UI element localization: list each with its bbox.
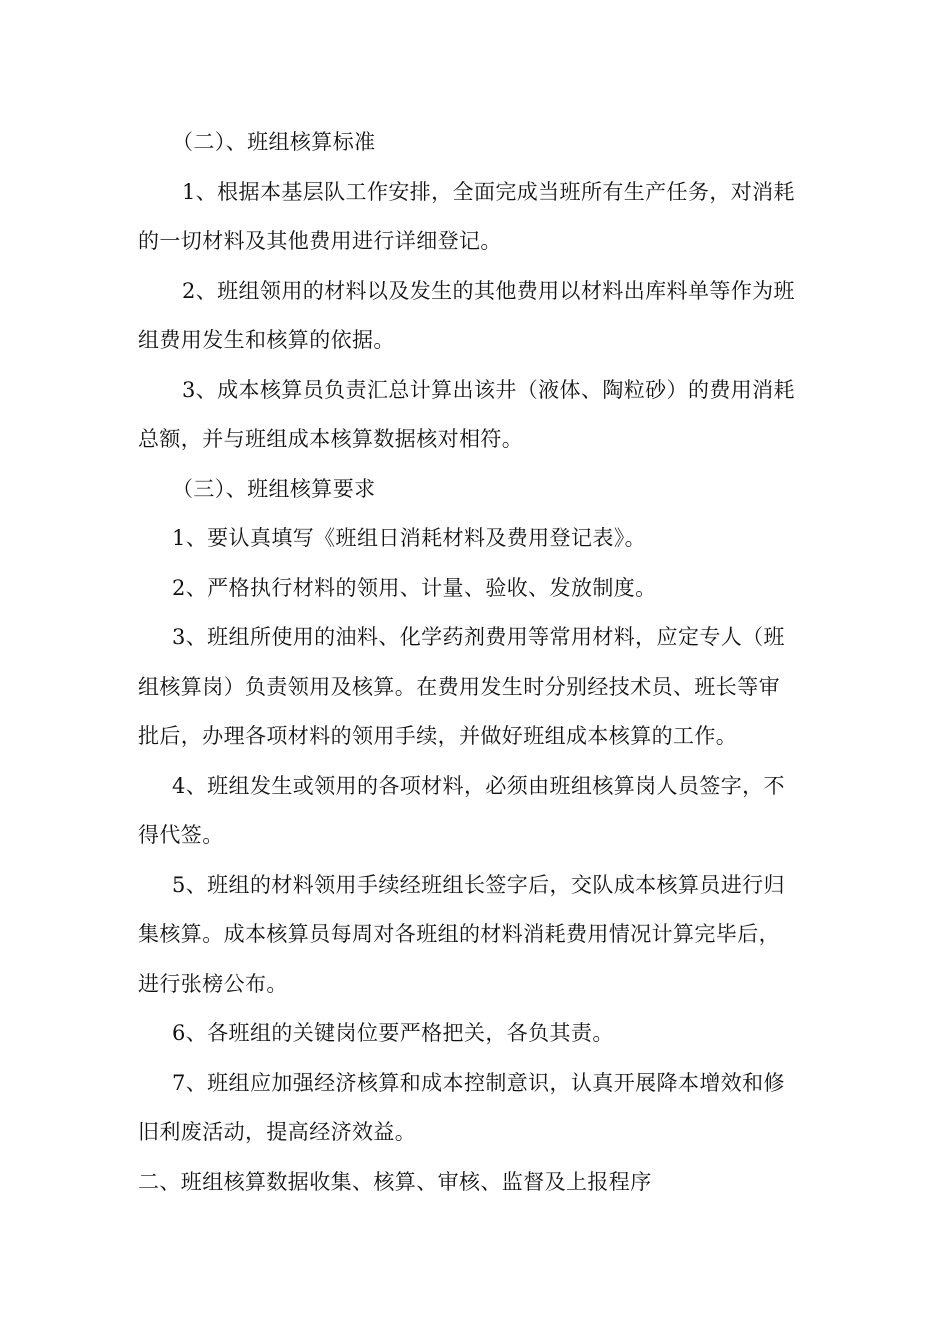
document-body: [138, 118, 828, 1207]
standard-item-3-line-2: 总额，并与班组成本核算数据核对相符。: [138, 427, 524, 451]
requirement-item-3-line-2: 组核算岗）负责领用及核算。在费用发生时分别经技术员、班长等审: [138, 674, 780, 699]
requirement-item-6: 6、各班组的关键岗位要严格把关，各负其责。: [172, 1021, 614, 1045]
section-heading-standards: （二）、班组核算标准: [172, 130, 376, 154]
requirement-item-3-line-1: 3、班组所使用的油料、化学药剂费用等常用材料，应定专人（班: [172, 625, 785, 649]
requirement-item-1: 1、要认真填写《班组日消耗材料及费用登记表》。: [172, 526, 647, 550]
requirement-item-5-line-3: 进行张榜公布。: [138, 971, 288, 996]
requirement-item-2: 2、严格执行材料的领用、计量、验收、发放制度。: [172, 575, 657, 600]
requirement-item-3-line-3: 批后，办理各项材料的领用手续，并做好班组成本核算的工作。: [138, 724, 738, 748]
requirement-item-7-line-1: 7、班组应加强经济核算和成本控制意识，认真开展降本增效和修: [172, 1070, 785, 1095]
part-heading-procedure: 二、班组核算数据收集、核算、审核、监督及上报程序: [138, 1169, 652, 1194]
requirement-item-4-line-2: 得代签。: [138, 823, 224, 847]
section-heading-requirements: （三）、班组核算要求: [172, 476, 376, 501]
standard-item-2-line-2: 组费用发生和核算的依据。: [138, 328, 395, 352]
requirement-item-5-line-2: 集核算。成本核算员每周对各班组的材料消耗费用情况计算完毕后，: [138, 922, 780, 946]
requirement-item-5-line-1: 5、班组的材料领用手续经班组长签字后，交队成本核算员进行归: [172, 872, 785, 897]
standard-item-1-line-2: 的一切材料及其他费用进行详细登记。: [138, 229, 502, 253]
standard-item-3-line-1: 3、成本核算员负责汇总计算出该井（液体、陶粒砂）的费用消耗: [182, 377, 795, 402]
requirement-item-4-line-1: 4、班组发生或领用的各项材料，必须由班组核算岗人员签字，不: [172, 773, 785, 798]
requirement-item-7-line-2: 旧利废活动，提高经济效益。: [138, 1120, 417, 1144]
standard-item-1-line-1: 1、根据本基层队工作安排，全面完成当班所有生产任务，对消耗: [182, 179, 795, 204]
standard-item-2-line-1: 2、班组领用的材料以及发生的其他费用以材料出库料单等作为班: [182, 278, 795, 303]
